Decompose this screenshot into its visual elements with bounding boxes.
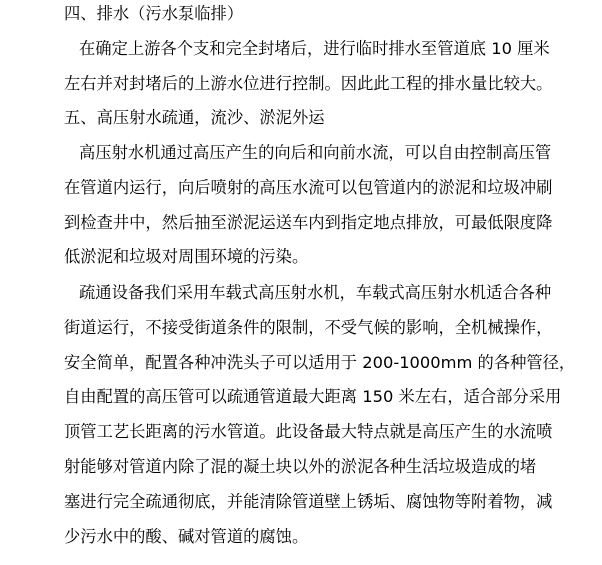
paragraph-line: 高压射水机通过高压产生的向后和向前水流，可以自由控制高压管	[79, 143, 552, 162]
section-heading-drainage: 四、排水（污水泵临排）	[64, 4, 244, 23]
paragraph-line: 左右并对封堵后的上游水位进行控制。因此此工程的排水量比较大。	[64, 74, 553, 93]
paragraph-line: 在管道内运行，向后喷射的高压水流可以包管道内的淤泥和垃圾冲刷	[64, 178, 553, 197]
paragraph-line: 在确定上游各个支和完全封堵后，进行临时排水至管道底 10 厘米	[79, 39, 550, 58]
paragraph-line: 自由配置的高压管可以疏通管道最大距离 150 米左右，适合部分采用	[64, 387, 562, 406]
paragraph-line: 少污水中的酸、碱对管道的腐蚀。	[64, 527, 309, 546]
paragraph-line: 街道运行，不接受街道条件的限制，不受气候的影响，全机械操作，	[64, 318, 553, 337]
paragraph-line: 到检查井中，然后抽至淤泥运送车内到指定地点排放，可最低限度降	[64, 213, 553, 232]
paragraph-line: 安全简单，配置各种冲洗头子可以适用于 200-1000mm 的各种管径，	[64, 353, 576, 372]
section-heading-high-pressure-dredging: 五、高压射水疏通，流沙、淤泥外运	[64, 108, 325, 127]
paragraph-line: 塞进行完全疏通彻底，并能清除管道壁上锈垢、腐蚀物等附着物，减	[64, 492, 553, 511]
paragraph-line: 疏通设备我们采用车载式高压射水机，车载式高压射水机适合各种	[79, 283, 552, 302]
paragraph-line: 低淤泥和垃圾对周围环境的污染。	[64, 247, 309, 266]
paragraph-line: 顶管工艺长距离的污水管道。此设备最大特点就是高压产生的水流喷	[64, 422, 553, 441]
paragraph-line: 射能够对管道内除了混的凝土块以外的淤泥各种生活垃圾造成的堵	[64, 457, 537, 476]
